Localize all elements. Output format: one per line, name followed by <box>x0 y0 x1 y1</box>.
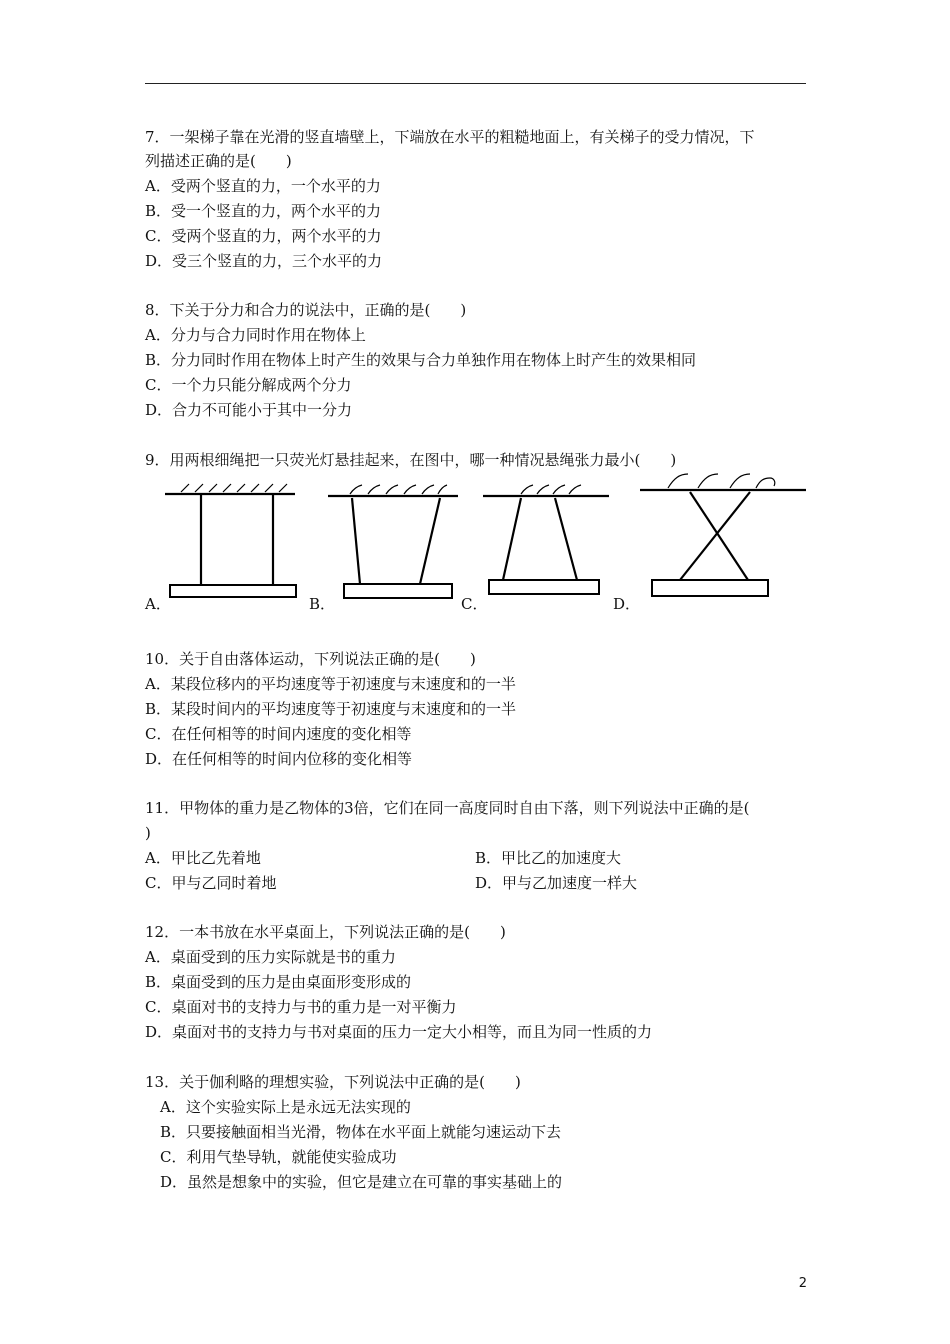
q11-stem-line2: ) <box>145 824 151 842</box>
q7-option-a: A．受两个竖直的力，一个水平的力 <box>145 177 381 195</box>
q10-option-b: B．某段时间内的平均速度等于初速度与末速度和的一半 <box>145 700 517 718</box>
q13-option-d: D．虽然是想象中的实验，但它是建立在可靠的事实基础上的 <box>160 1173 563 1191</box>
q7-option-b: B．受一个竖直的力，两个水平的力 <box>145 202 382 220</box>
q10-stem: 10．关于自由落体运动，下列说法正确的是( ) <box>145 650 476 668</box>
q12-stem: 12．一本书放在水平桌面上，下列说法正确的是( ) <box>145 923 506 941</box>
q12-option-c: C．桌面对书的支持力与书的重力是一对平衡力 <box>145 998 457 1016</box>
q9-stem: 9．用两根细绳把一只荧光灯悬挂起来，在图中，哪一种情况悬绳张力最小( ) <box>145 451 677 469</box>
q11-option-d: D．甲与乙加速度一样大 <box>475 874 638 892</box>
q8-option-c: C．一个力只能分解成两个分力 <box>145 376 352 394</box>
q9-label-c: C． <box>461 595 488 613</box>
q11-option-b: B．甲比乙的加速度大 <box>475 849 622 867</box>
q9-label-b: B． <box>309 595 336 613</box>
q13-option-a: A．这个实验实际上是永远无法实现的 <box>160 1098 411 1116</box>
q8-option-b: B．分力同时作用在物体上时产生的效果与合力单独作用在物体上时产生的效果相同 <box>145 351 697 369</box>
q11-option-c: C．甲与乙同时着地 <box>145 874 277 892</box>
q9-figure-b <box>328 478 468 602</box>
q10-option-a: A．某段位移内的平均速度等于初速度与末速度和的一半 <box>145 675 516 693</box>
q12-option-b: B．桌面受到的压力是由桌面形变形成的 <box>145 973 412 991</box>
page-number: 2 <box>798 1276 807 1291</box>
q11-stem-line1: 11．甲物体的重力是乙物体的3倍，它们在同一高度同时自由下落，则下列说法中正确的是( <box>145 799 750 817</box>
q7-option-d: D．受三个竖直的力，三个水平的力 <box>145 252 383 270</box>
q10-option-d: D．在任何相等的时间内位移的变化相等 <box>145 750 413 768</box>
q9-figure-c <box>481 478 611 602</box>
q10-option-c: C．在任何相等的时间内速度的变化相等 <box>145 725 412 743</box>
q13-option-c: C．利用气垫导轨，就能使实验成功 <box>160 1148 397 1166</box>
q8-stem: 8．下关于分力和合力的说法中，正确的是( ) <box>145 301 467 319</box>
q9-figure-a <box>165 478 305 602</box>
q7-stem-line2: 列描述正确的是( ) <box>145 152 292 170</box>
q7-stem-line1: 7．一架梯子靠在光滑的竖直墙壁上，下端放在水平的粗糙地面上，有关梯子的受力情况，下 <box>145 128 755 146</box>
q13-option-b: B．只要接触面相当光滑，物体在水平面上就能匀速运动下去 <box>160 1123 562 1141</box>
q9-label-d: D． <box>613 595 641 613</box>
q9-label-a: A． <box>145 595 171 613</box>
q9-figure-d <box>638 470 810 602</box>
q12-option-d: D．桌面对书的支持力与书对桌面的压力一定大小相等，而且为同一性质的力 <box>145 1023 653 1041</box>
q7-option-c: C．受两个竖直的力，两个水平的力 <box>145 227 382 245</box>
q13-stem: 13．关于伽利略的理想实验，下列说法中正确的是( ) <box>145 1073 521 1091</box>
q11-option-a: A．甲比乙先着地 <box>145 849 261 867</box>
q12-option-a: A．桌面受到的压力实际就是书的重力 <box>145 948 396 966</box>
q8-option-a: A．分力与合力同时作用在物体上 <box>145 326 366 344</box>
q8-option-d: D．合力不可能小于其中一分力 <box>145 401 353 419</box>
header-rule <box>145 83 806 84</box>
